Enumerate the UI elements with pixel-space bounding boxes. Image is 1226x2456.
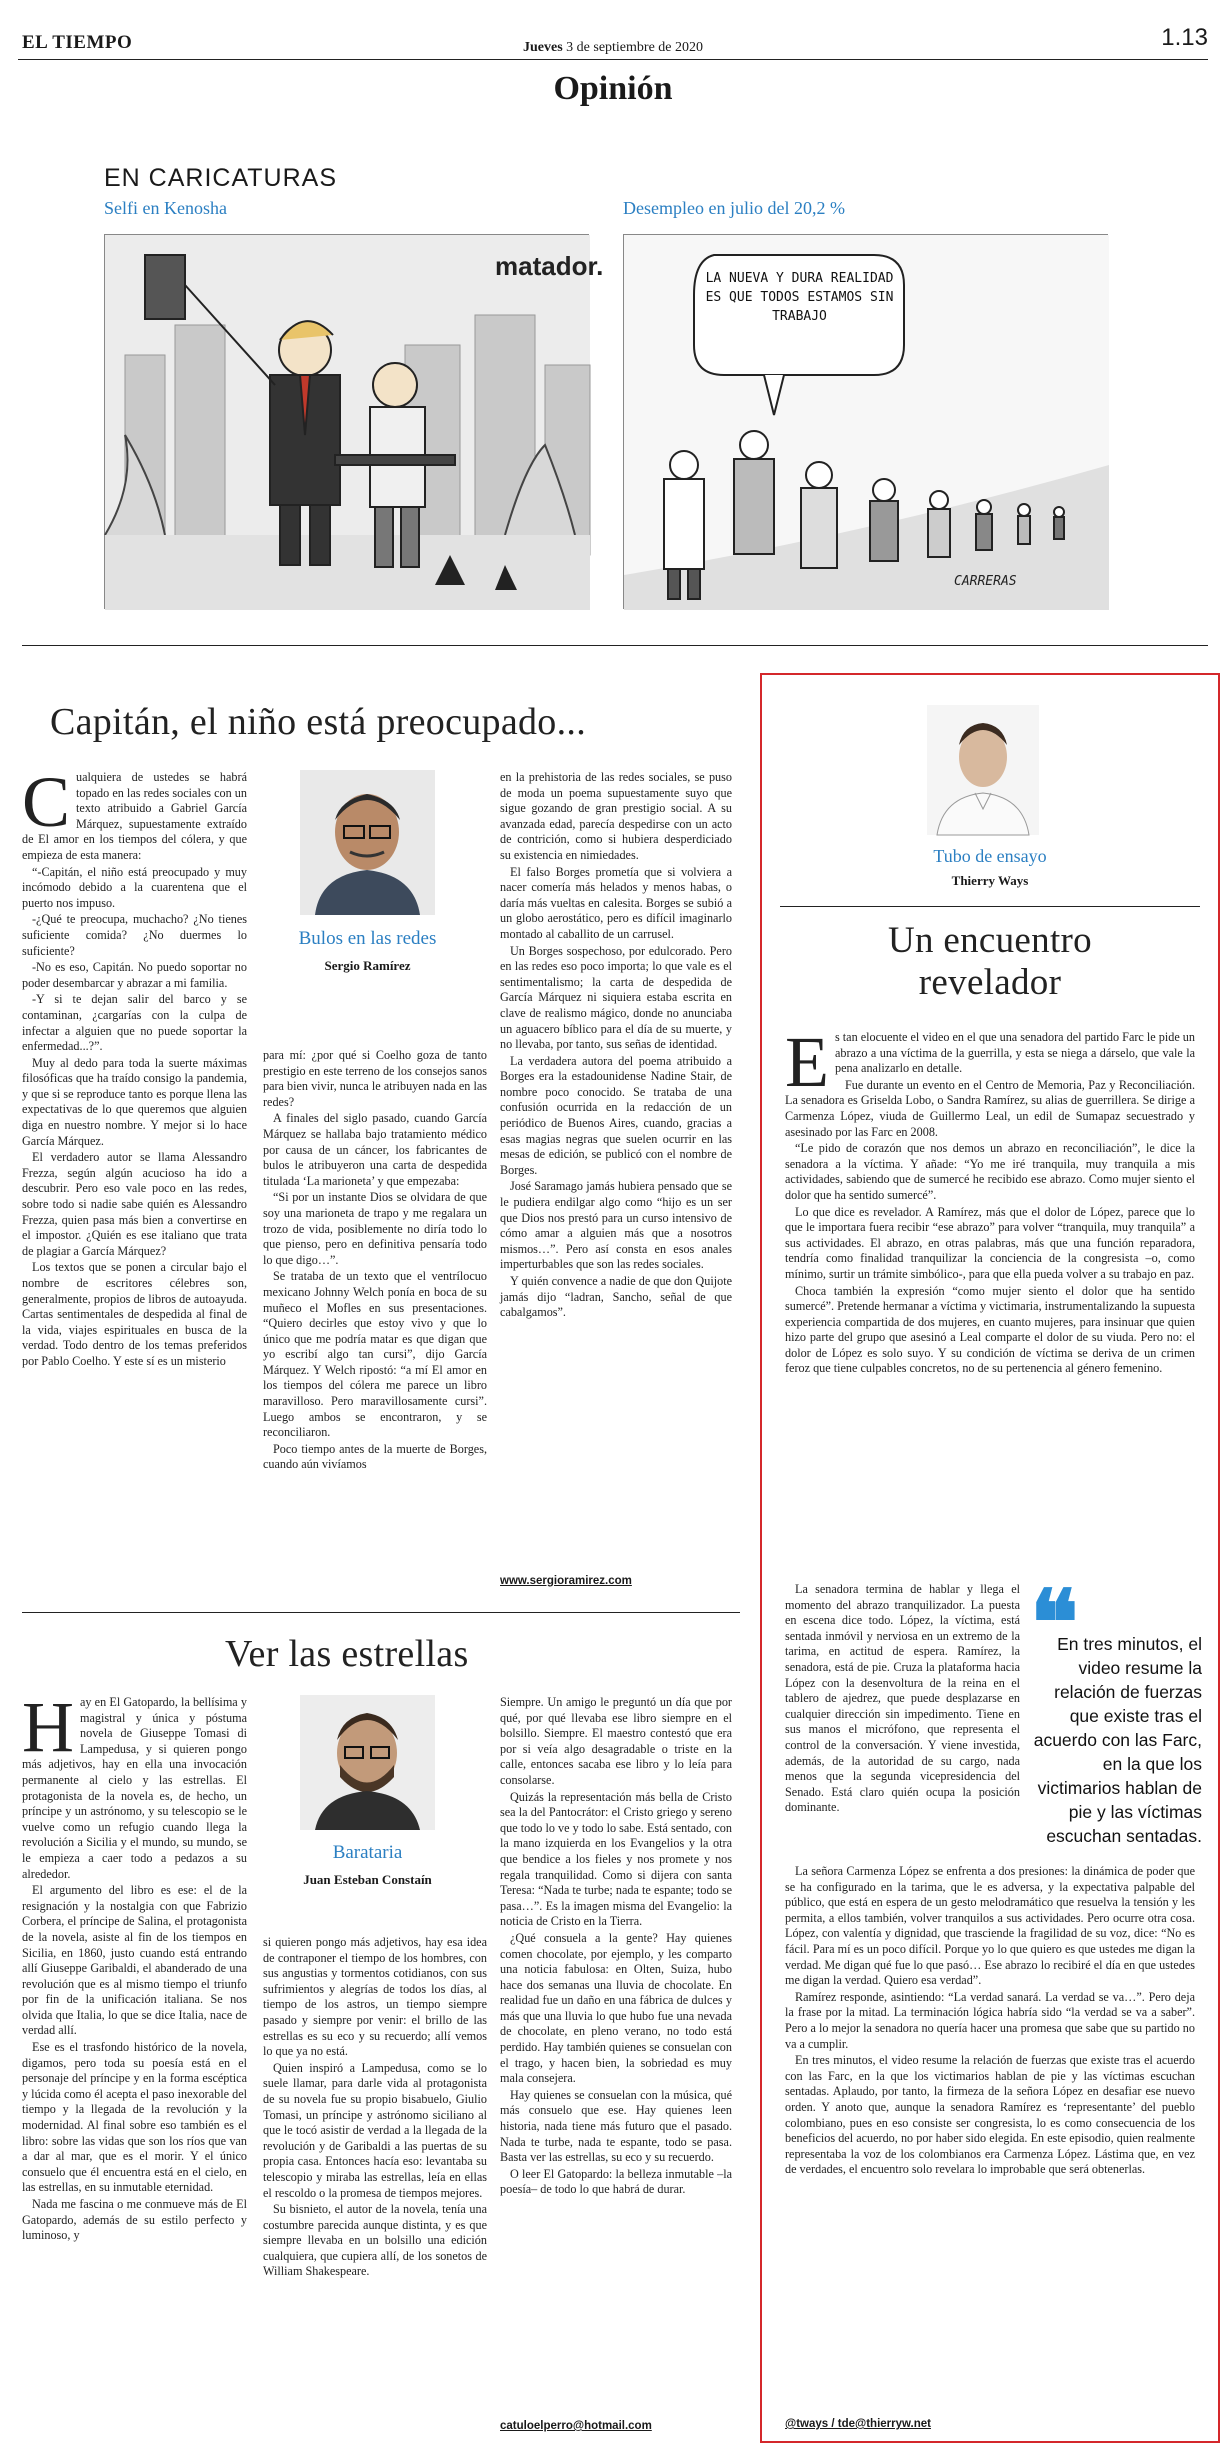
article1-column-name: Bulos en las redes <box>298 928 437 949</box>
article3-author: Thierry Ways <box>951 873 1029 888</box>
article1-byline <box>265 928 470 974</box>
masthead-rule <box>18 59 1208 60</box>
article1-paragraph: La verdadera autora del poema atribuido a Borges era la estadounidense Nadine Stair, de nombre poco conocido. Se trataba de una confusión ocurrida en la redacción de un periódico de Buenos Aires, cuando, gracias a esas magias negras que suelen ocurrir en las mesas de edición, se publicó con el nombre de Borges. <box>500 1053 732 1177</box>
article3-headline: Un encuentro revelador <box>888 920 1092 1003</box>
cartoon-signature-matador: matador. <box>495 251 604 281</box>
article1-paragraph: -¿Qué te preocupa, muchacho? ¿No tienes suficiente comida? ¿No duermes lo suficiente? <box>22 912 247 958</box>
article1-paragraph: -No es eso, Capitán. No puedo soportar no poder desembarcar y abrazar a mi familia. <box>22 960 247 990</box>
author-photo-sergio-ramirez <box>300 770 435 915</box>
article3-paragraph: “Le pido de corazón que nos demos un abrazo en reconciliación”, le dice la senadora a la víctima. Y añade: “Yo me iré tranquila, muy tranquila a mis actividades, sabiendo que de sumercé he recibido ese abrazo. Como mujer siento el dolor que ha sentido sumercé”. <box>785 1141 1195 1202</box>
cartoon-desempleo <box>623 234 1108 609</box>
article2-paragraph: Hay en El Gatopardo, la bellísima y magistral y única y póstuma novela de Giuseppe Tomasi di Lampedusa, y si quieren pongo más adjetivos, hay en ella una invocación permanente al cielo y las estrellas. El protagonista de la novela es, de hecho, un príncipe y un astrónomo, y su telescopio se le vuelve como un refugio cuando llega la revolución a Sicilia y el mundo, su mundo, se le empieza a caer todo a pedazos a su alrededor. <box>22 1687 247 1881</box>
article2-paragraph: Quizás la representación más bella de Cristo sea la del Pantocrátor: el Cristo griego y sereno que todo lo ve y todo lo sabe. Está sentado, con la mano izquierda en los Evangelios y la otra que bendice a los fieles y nos promete y nos regala tranquilidad. Como si dijera con santa Teresa: “Nada te turbe; nada te espante; todo se pasa…”. Es la imagen misma del Evangelio: la noticia de Cristo en la Tierra. <box>500 1789 732 1929</box>
article2-paragraph: ¿Qué consuela a la gente? Hay quienes comen chocolate, por ejemplo, y les comparto una noticia fabulosa: en Olten, Suiza, hubo hace dos semanas una lluvia de chocolate. En realidad fue un daño en una fábrica de dulces y más que una lluvia lo que hubo fue una nevada de chocolate, en pleno verano, no todo está perdido. Hay también quienes se consuelan con el trago, y hacen bien, la sobriedad es muy mala consejera. <box>500 1930 732 2086</box>
article2-paragraph: Nada me fascina o me conmueve más de El Gatopardo, además de su estilo perfecto y luminoso, y <box>22 2197 247 2243</box>
article2-col2 <box>263 1935 487 2281</box>
article1-paragraph: Se trataba de un texto que el ventrílocuo mexicano Johnny Welch ponía en boca de su muñeco el Mofles en sus presentaciones. “Quiero decirles que estoy vivo y que lo único que me podría matar es que digan que yo escribí algo tan cursi”, dijo García Márquez. Y Welch ripostó: “a mí El amor en los tiempos del cólera me parece un libro maravilloso. Pero maravillosamente cursi”. Luego ambos se encontraron, y se reconciliaron. <box>263 1269 487 1440</box>
article1-paragraph: Poco tiempo antes de la muerte de Borges, cuando aún vivíamos <box>263 1441 487 1472</box>
article3-paragraph: La señora Carmenza López se enfrenta a dos presiones: la dinámica de poder que se ha configurado en la tarima, que le es adversa, y la expectativa palpable del público, que está en espera de un gesto melodramático que resuelva la tensión y les permita, a ellos también, volver tranquilos a sus actividades. Pero ocurre otra cosa. López, con valentía y dignidad, que trasciende la fragilidad de su voz, dice: “No es fácil. Para mí es un poco difícil. Porque yo lo que quiero es que ustedes me digan la verdad. Me digan qué fue lo que pasó… Ese abrazo lo recibiré el día en que ustedes me digan la verdad. Quiero esa verdad”. <box>785 1864 1195 1988</box>
article1-col1 <box>22 762 247 1371</box>
article2-paragraph: Su bisnieto, el autor de la novela, tenía una costumbre parecida aunque distinta, y es que siempre llevaba en un bolsillo una edición cualquiera, que cupiera allí, de los sonetos de William Shakespeare. <box>263 2202 487 2279</box>
author-photo-juan-esteban-constain <box>300 1695 435 1830</box>
cartoon-left-title: Selfi en Kenosha <box>104 198 227 218</box>
article2-paragraph: Siempre. Un amigo le preguntó un día que por qué, por qué llevaba ese libro siempre en el bolsillo. Siempre. El maestro contestó que era por si veía algo desagradable o triste en la calle, entonces sacaba ese libro y lo leía para consolarse. <box>500 1695 732 1787</box>
article2-paragraph: si quieren pongo más adjetivos, hay esa idea de contraponer el tiempo de los hombres, con sus angustias y tormentos cotidianos, con sus sufrimientos y alegrías de todos los días, al tiempo de los astros, un tiempo siempre pasado y siempre por venir: el brillo de las estrellas es su eco y su recuerdo; allí vemos lo que ya no está. <box>263 1935 487 2059</box>
article2-col1 <box>22 1687 247 2245</box>
cartoon-signature-carreras: CARRERAS <box>954 574 1017 589</box>
article1-col2 <box>263 1048 487 1474</box>
article3-paragraph: Fue durante un evento en el Centro de Memoria, Paz y Reconciliación. La senadora es Griselda Lobo, o Sandra Ramírez, su alias de guerrillera. Se dirige a Carmenza López, viuda de Guillermo Leal, un edil de Sumapaz secuestrado y asesinado por las Farc en 2008. <box>785 1077 1195 1139</box>
article2-paragraph: El argumento del libro es ese: el de la resignación y la nostalgia con que Fabrizio Corbera, el príncipe de Salina, el protagonista de la novela, asiste al fin de los tiempos en Sicilia, en 1860, justo cuando está entrando allí Giuseppe Garibaldi, el abanderado de una revolución que es al mismo tiempo el triunfo por fin de la unificación italiana. Se nos olvida que Italia, lo que se dice Italia, nace de verdad allí. <box>22 1883 247 2038</box>
article3-dropcap: E <box>785 1022 829 1102</box>
article1-paragraph: Los textos que se ponen a circular bajo el nombre de escritores célebres son, generalmente, propios de libros de autoayuda. Cartas sentimentales de despedida al final de la vida, viajes espirituales en busca de la verdad. Todo dentro de los temas preferidos por Pablo Coelho. Y este sí es un misterio <box>22 1260 247 1368</box>
article3-body-top <box>785 1022 1195 1378</box>
article1-paragraph: El falso Borges prometía que si volviera a nacer comería más helados y menos habas, o daría más vueltas en calesita. Borges se subió a un globo aerostático, pero es difícil imaginarlo montado al caballito de un carrusel. <box>500 864 732 941</box>
article1-paragraph: -Y si te dejan salir del barco y se contaminan, ¿cargarías con la culpa de infectar a alguien que no puede soportar la enfermedad...?”. <box>22 992 247 1054</box>
article2-column-name: Barataria <box>332 1842 403 1863</box>
article1-headline: Capitán, el niño está preocupado... <box>50 701 587 743</box>
article2-paragraph: O leer El Gatopardo: la belleza inmutable –la poesía– de todo lo que habrá de durar. <box>500 2166 732 2197</box>
article1-paragraph: A finales del siglo pasado, cuando García Márquez se hallaba bajo tratamiento médico por causa de un cáncer, los fabricantes de bulos le atribuyeron una carta de despedida titulada ‘La marioneta’ y que empezaba: <box>263 1111 487 1188</box>
article3-byline <box>760 846 1220 889</box>
article3-paragraph: Ramírez responde, asintiendo: “La verdad sanará. La verdad se va…”. Pero deja la frase por la mitad. La terminación lógica habría sido “la verdad se va a saber”. Pero a lo mejor la senadora no quería hacer una promesa que sabe que su partido no va a cumplir. <box>785 1989 1195 2051</box>
article1-paragraph: “-Capitán, el niño está preocupado y muy incómodo debido a la cuarentena que el puerto nos impuso. <box>22 864 247 910</box>
article1-paragraph: Cualquiera de ustedes se habrá topado en las redes sociales con un texto atribuido a Gabriel García Márquez, supuestamente extraído de El amor en los tiempos del cólera, y que empieza de esta manera: <box>22 762 247 862</box>
article2-headline: Ver las estrellas <box>225 1633 469 1675</box>
article3-paragraph: Lo que dice es revelador. A Ramírez, más que el dolor de López, parece que lo que le importara fuera recibir “ese abrazo” para volver “tranquila, muy tranquila” a sus actividades. El abrazo, en otras palabras, más que una función reparadora, tendría como finalidad tranquilizar la conciencia de la congresista –o, como mínimo, surtir un trámite simbólico-, para que ella pueda volver a su trabajo en paz. <box>785 1204 1195 1281</box>
cartoon-selfi-kenosha <box>104 234 604 609</box>
article2-col3 <box>500 1695 732 2199</box>
article3-paragraph: Es tan elocuente el video en el que una senadora del partido Farc le pide un abrazo a una víctima de la guerrilla, y esta se niega a dárselo, que vale la pena analizarlo en detalle. <box>785 1022 1195 1102</box>
article2-byline <box>265 1842 470 1888</box>
article2-paragraph: Ese es el trasfondo histórico de la novela, digamos, pero toda su poesía está en el personaje del príncipe y en la forma escéptica y lúcida como él acepta el paso inexorable del tiempo y la llegada de la revolución y la modernidad. Al final sobre eso también es el libro: sobre las vidas que son los ríos que van a dar al mar, que es el morir. Y el único consuelo que él encuentra está en el cielo, en las estrellas, en su inmutable eternidad. <box>22 2040 247 2195</box>
article1-paragraph: para mí: ¿por qué si Coelho goza de tanto prestigio en este terreno de los consejos sanos para bien vivir, nunca le atribuyen nada en las redes? <box>263 1048 487 1109</box>
article2-dropcap: H <box>22 1687 74 1767</box>
article3-paragraph: La senadora termina de hablar y llega el momento del abrazo tranquilizador. La puesta en escena dice todo. López, la víctima, está sentada inmóvil y nerviosa en un extremo de la tarima, en actitud de espera. Ramírez, la senadora, está de pie. Cruza la plataforma hacia López con la desenvoltura de la reina en el tablero de ajedrez, que puede desplazarse en cualquier dirección sin impedimento. Tiene en sus manos el micrófono, que representa el control de la conversación. Y viene investida, además, de la autoridad de su cargo, nada menos que la segunda vicepresidencia del Senado. Está claro quién ocupa la posición dominante. <box>785 1582 1020 1815</box>
issue-date: Jueves 3 de septiembre de 2020 <box>522 40 704 55</box>
pullquote-mark-icon: ❝ <box>1030 1575 1079 1674</box>
cartoon-divider <box>22 645 1208 646</box>
article1-paragraph: Y quién convence a nadie de que don Quijote jamás dijo “ladran, Sancho, señal de que cabalgamos”. <box>500 1274 732 1320</box>
article1-col3 <box>500 770 732 1322</box>
article2-email-link[interactable]: catuloelperro@hotmail.com <box>500 2420 652 2432</box>
article1-paragraph: José Saramago jamás hubiera pensado que se le pudiera endilgar algo como “hijo es un ser que Dios nos prestó para un curso intensivo de cómo amar a alguien más que a nosotros mismos…”. Pero así consta en esos anales imperturbables que son las redes sociales. <box>500 1179 732 1272</box>
article2-paragraph: Quien inspiró a Lampedusa, como se lo suele llamar, para darle vida al protagonista de su novela fue su propio bisabuelo, Giulio Tomasi, un príncipe y astrónomo siciliano al que le tocó asistir de verdad a la llegada de la revolución y de Garibaldi a las puertas de su propia casa. Entonces hacía eso: levantaba su telescopio y miraba las estrellas, leía en ellas el rescoldo o la promesa de tiempos mejores. <box>263 2060 487 2200</box>
article1-paragraph: en la prehistoria de las redes sociales, se puso de moda un poema supuestamente suyo que sigue gozando de gran prestigio social. A su avanzada edad, parecía despedirse con un acto de contrición, como si hubiera desperdiciado su existencia en nimiedades. <box>500 770 732 862</box>
article1-paragraph: Un Borges sospechoso, por edulcorado. Pero en las redes eso poco importa; lo que vale es el sentimentalismo; la carta de despedida de García Márquez ni siquiera estaba escrita en clave de realismo mágico, donde no anunciaba un aguacero bíblico para el día de su muerte, y no llevaba, por tanto, sus señas de identidad. <box>500 943 732 1052</box>
cartoon-right-title: Desempleo en julio del 20,2 % <box>623 198 845 218</box>
article2-paragraph: Hay quienes se consuelan con la música, qué más consuelo que ese. Hay quienes leen historia, nada tiene más futuro que el pasado. Nada te turbe, nada te espante, todo se pasa. Basta ver las estrellas, su eco y su recuerdo. <box>500 2087 732 2165</box>
article1-divider <box>22 1612 740 1613</box>
author-photo-thierry-ways <box>927 705 1039 835</box>
article2-author: Juan Esteban Constaín <box>303 1872 432 1887</box>
article3-body-bottom <box>785 1864 1195 2179</box>
cartoon-speech-bubble: LA NUEVA Y DURA REALIDAD ES QUE TODOS ESTAMOS SIN TRABAJO <box>705 271 894 324</box>
newspaper-brand: EL TIEMPO <box>22 32 133 53</box>
section-title: Opinión <box>553 70 673 107</box>
article1-paragraph: “Si por un instante Dios se olvidara de que soy una marioneta de trapo y me regalara un trozo de vida, posiblemente no diría todo lo que pienso, pero en definitiva pensaría todo lo que digo…”. <box>263 1190 487 1267</box>
article3-body-narrow <box>785 1582 1020 1817</box>
article3-contact-link[interactable]: @tways / tde@thierryw.net <box>785 2418 931 2430</box>
article3-pullquote: En tres minutos, el video resume la relación de fuerzas que existe tras el acuerdo con las Farc, en la que los victimarios hablan de pie y las víctimas escuchan sentadas. <box>1033 1634 1202 1846</box>
article1-dropcap: C <box>22 762 71 842</box>
article3-paragraph: Choca también la expresión “como mujer siento el dolor que ha sentido sumercé”. Pretende hermanar a víctima y victimaria, instrumentalizando la supuesta experiencia compartida de dos mujeres, en cuanto mujeres, para insinuar que quien hizo parte del grupo que asesinó a Leal comparte el dolor de su viuda. Pero no: el dolor de López es solo suyo. Y su condición de víctima se deriva de un crimen feroz que tiene culpables concretos, no de su pertenencia al género femenino. <box>785 1283 1195 1376</box>
article3-paragraph: En tres minutos, el video resume la relación de fuerzas que existe tras el acuerdo con las Farc, en la que los victimarios hablan de pie y las víctimas escuchan sentadas. Aplaudo, por tanto, la firmeza de la señora López en desafiar ese nuevo orden. Y anoto que, aunque la senadora Ramírez es ‘representante’ del pueblo colombiano, pues en eso consiste ser congresista, lo es como consecuencia de los beneficios del acuerdo, no por haber sido elegida. En este episodio, quien realmente representaba la voz de los colombianos era Carmenza López. Lástima que, en vez de verdades, el encuentro solo revelara lo improbable que será obtenerlas. <box>785 2053 1195 2177</box>
article3-column-name: Tubo de ensayo <box>933 846 1047 866</box>
article1-paragraph: Muy al dedo para toda la suerte máximas filosóficas que ha traído consigo la pandemia, y que si se reproduce tanto es porque llena las expectativas de lo que queremos que alguien diga en nuestro nombre. Y mejor si lo hace García Márquez. <box>22 1055 247 1148</box>
article1-paragraph: El verdadero autor se llama Alessandro Frezza, según algún acucioso ha ido a descubrir. Pero eso vale poco en las redes, sobre todo si nadie sabe quién es Alessandro Frezza, quien pasa más bien a convertirse en el impostor. ¿Quién es ese italiano que trata de plagiar a García Márquez? <box>22 1150 247 1258</box>
cartoons-heading: EN CARICATURAS <box>104 164 338 192</box>
article1-author: Sergio Ramírez <box>324 958 411 973</box>
article1-website-link[interactable]: www.sergioramirez.com <box>500 1575 632 1587</box>
article3-byline-rule <box>780 906 1200 907</box>
page-number: 1.13 <box>1161 24 1208 51</box>
